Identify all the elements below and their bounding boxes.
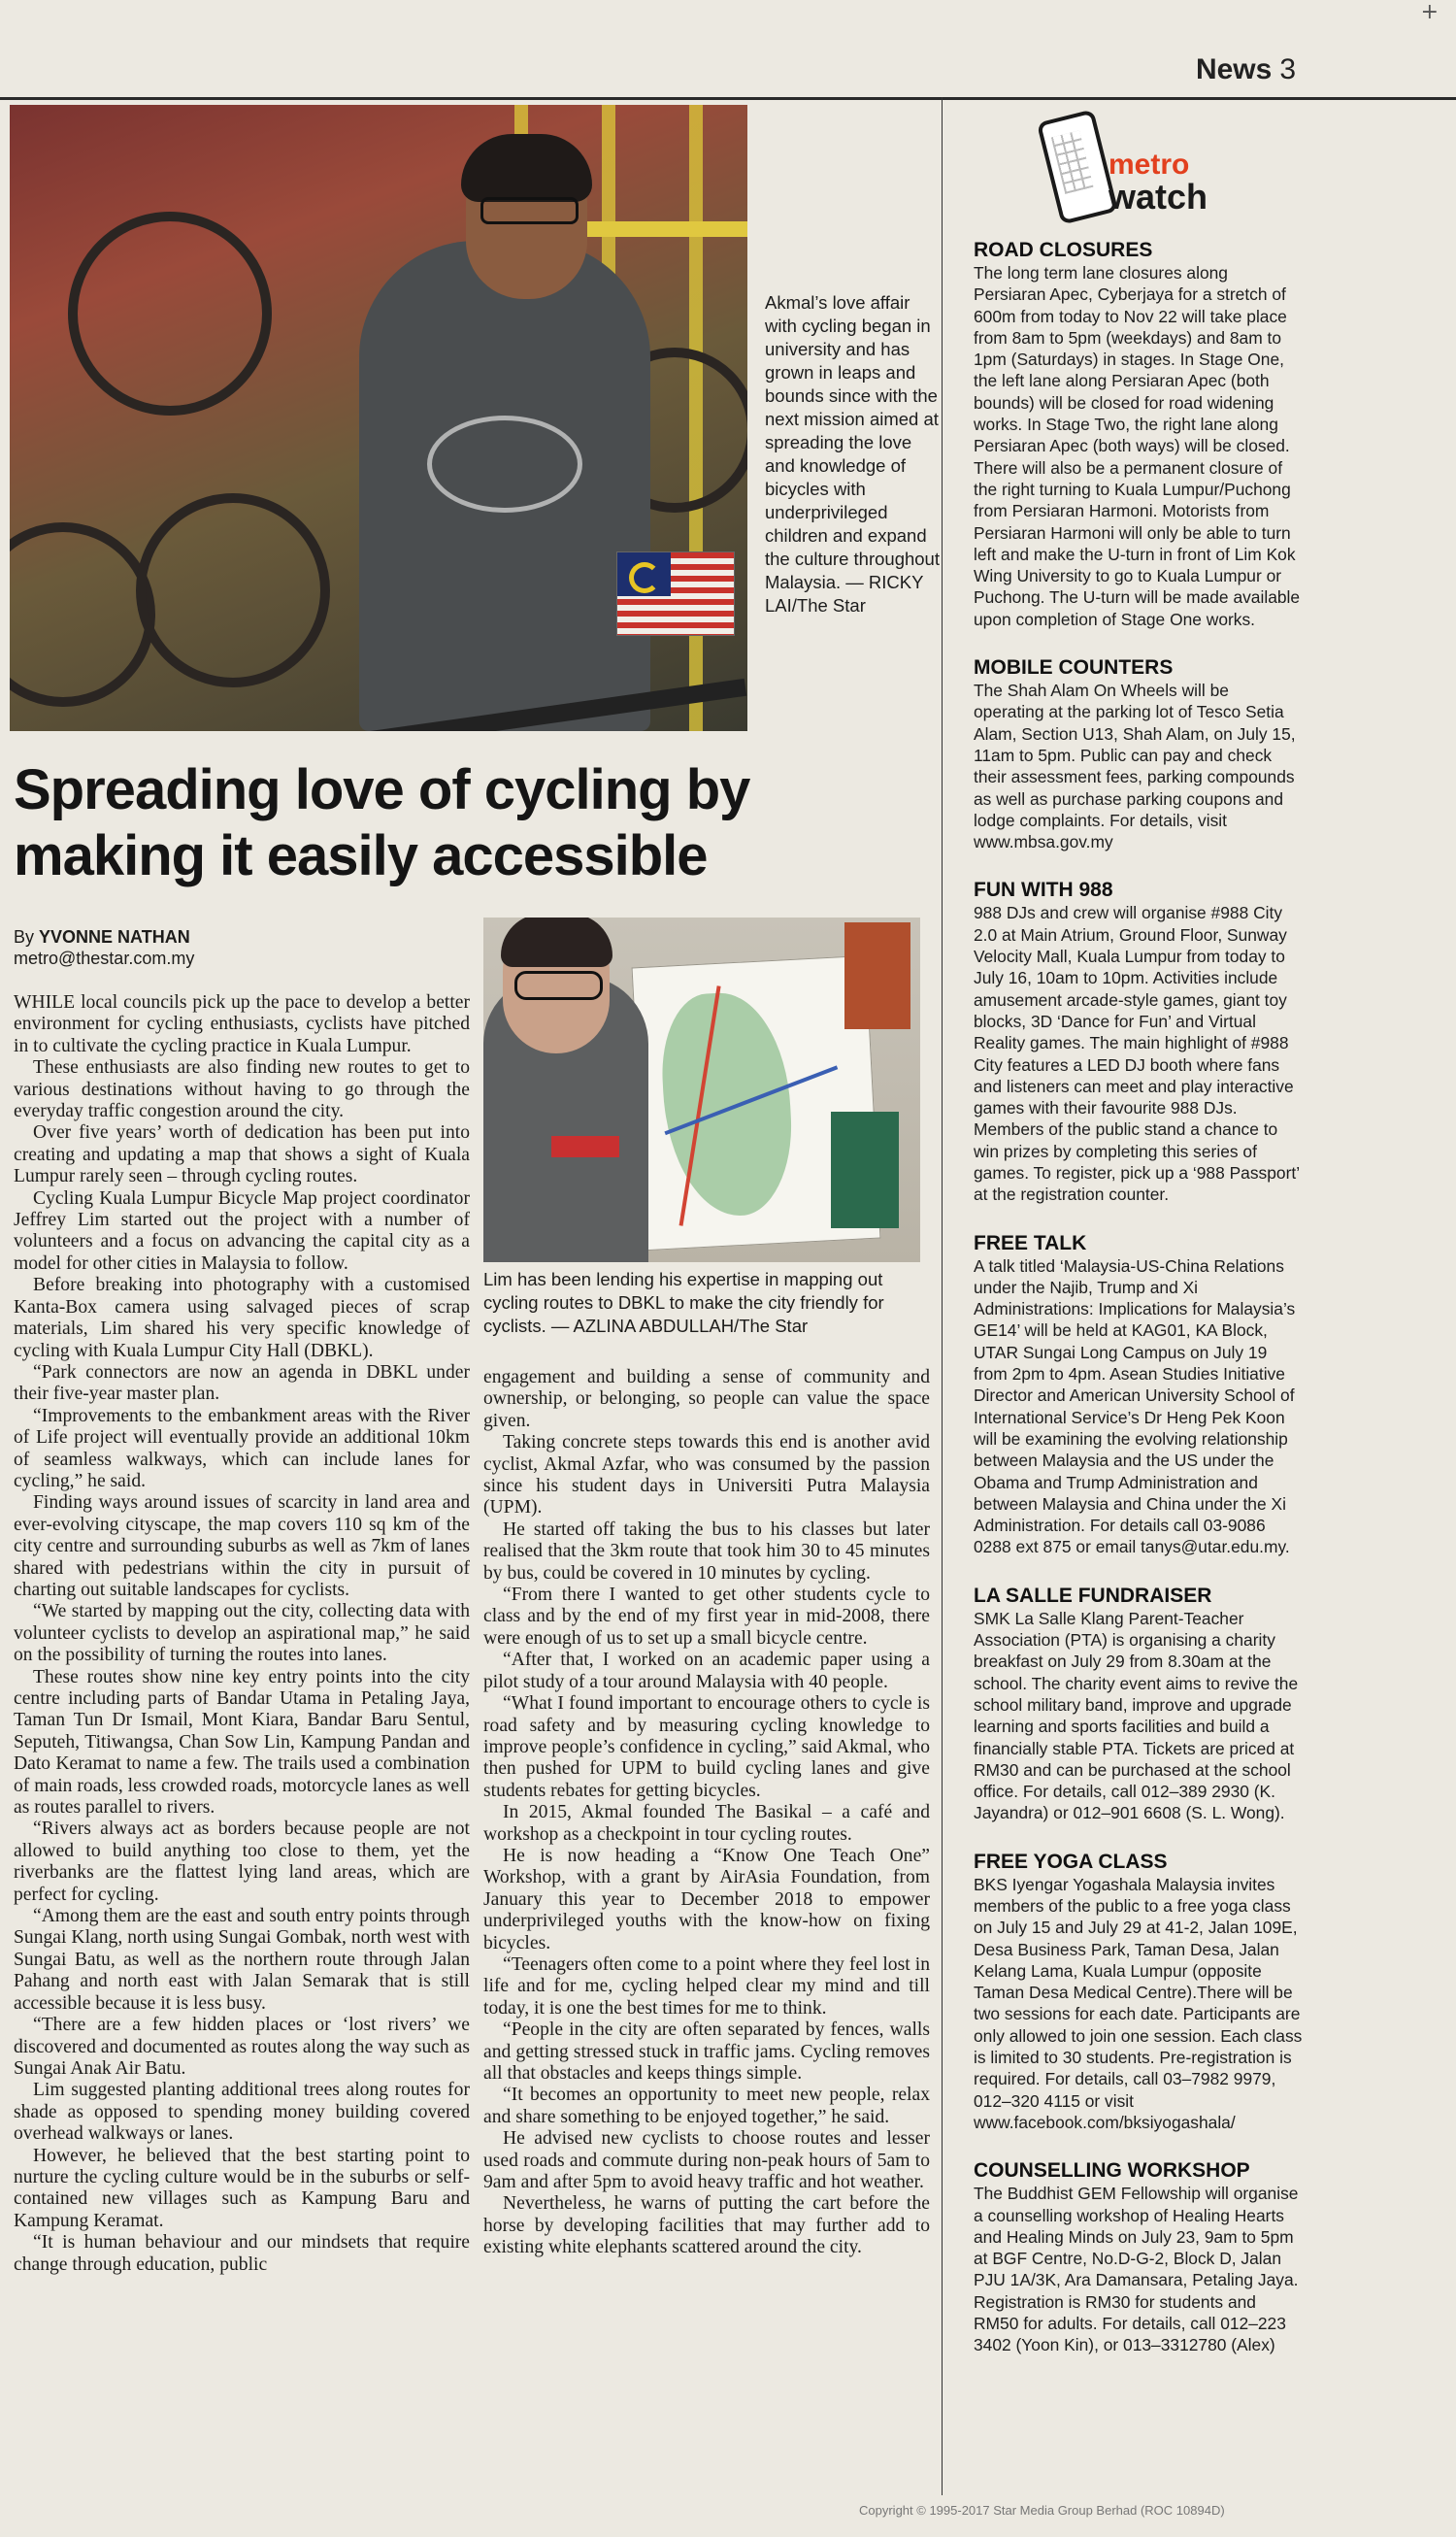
phone-icon [1037, 109, 1118, 224]
map-booklet [844, 922, 910, 1029]
glasses [480, 197, 579, 224]
byline [14, 926, 194, 969]
notice-title: FREE YOGA CLASS [974, 1850, 1168, 1873]
article-paragraph: Finding ways around issues of scarcity in land area and ever-evolving cityscape, the map covers 110 sq km of the city centre and surrounding suburbs as well as 7km of lanes shared with pedestrians within the city in pursuit of charting out suitable landscapes for cyclists. [14, 1492, 470, 1600]
article-paragraph: “After that, I worked on an academic paper using a pilot study of a tour around Malaysia with 40 people. [483, 1650, 930, 1692]
notice-body: The Shah Alam On Wheels will be operating at the parking lot of Tesco Setia Alam, Section U13, Shah Alam, on July 15, 11am to 5pm. Public can pay and check their assessment fees, parking compounds as well as purchase parking coupons and lodge complaints. For details, visit www.mbsa.gov.my [974, 681, 1296, 852]
article-paragraph: Lim suggested planting additional trees along routes for shade as opposed to spending money building covered overhead walkways or lanes. [14, 2080, 470, 2145]
shirt-logo [551, 1136, 619, 1157]
article-paragraph: Nevertheless, he warns of putting the cart before the horse by developing facilities that may further add to existing white elephants scattered around the city. [483, 2193, 930, 2258]
article-paragraph: “What I found important to encourage others to cycle is road safety and by measuring cycling knowledge to improve people’s confidence in cycling,” said Akmal, who then pushed for UPM to build cycling lanes and give students rebates for getting bicycles. [483, 1693, 930, 1801]
sidebar-notice [974, 238, 1304, 630]
sidebar-notice [974, 655, 1304, 852]
byline-prefix: By [14, 927, 40, 947]
article-paragraph: “Rivers always act as borders because people are not allowed to build anything too close to them, yet the riverbanks are the flattest lying land areas, which are perfect for cycling. [14, 1819, 470, 1905]
article-paragraph: “People in the city are often separated by fences, walls and getting stressed stuck in traffic jams. Cycling removes all that obstacles and keeps things simple. [483, 2020, 930, 2084]
crescent-icon [629, 562, 660, 593]
notice-body: BKS Iyengar Yogashala Malaysia invites members of the public to a free yoga class on July 15 and July 29 at 41-2, Jalan 109E, Desa Business Park, Taman Desa, Jalan Kelang Lama, Kuala Lumpur (opposite Taman Desa Medical Centre).There will be two sessions for each date. Participants are only allowed to join one session. Each class is limited to 30 students. Pre-registration is required. For details, call 03–7982 9979, 012–320 4115 or visit www.facebook.com/bksiyogashala/ [974, 1874, 1303, 2132]
article-paragraph: WHILE local councils pick up the pace to develop a better environment for cycling enthusiasts, cyclists have pitched in to cultivate the cycling practice in Kuala Lumpur. [14, 992, 470, 1056]
article-paragraph: “Park connectors are now an agenda in DBKL under their five-year master plan. [14, 1361, 470, 1405]
article-paragraph: He started off taking the bus to his classes but later realised that the 3km route that took him 30 to 45 minutes by bus, could be covered in 10 minutes by cycling. [483, 1519, 930, 1584]
notice-body: 988 DJs and crew will organise #988 City 2.0 at Main Atrium, Ground Floor, Sunway Velocity Mall, Kuala Lumpur from today to July 16, 10am to 10pm. Activities include amusement arcade-style games, giant toy blocks, 3D ‘Dance for Fun’ and Virtual Reality games. The main highlight of #988 City features a LED DJ booth where fans and listeners can meet and play interactive games with their favourite 988 DJs. Members of the public stand a chance to win prizes by completing this series of games. To register, pick up a ‘988 Passport’ at the registration counter. [974, 903, 1300, 1205]
article-paragraph: “Among them are the east and south entry points through Sungai Klang, north using Sungai Gombak, north west with Sungai Batu, as well as the northern route through Jalan Pahang and north east with Jalan Semarak that is still accessible because it is less busy. [14, 1906, 470, 2014]
article-paragraph: Over five years’ worth of dedication has been put into creating and updating a map that shows a sight of Kuala Lumpur rarely seen – through cycling routes. [14, 1122, 470, 1187]
logo-metro-text: metro [1109, 149, 1190, 181]
logo-watch-text: watch [1109, 177, 1208, 217]
article-paragraph: Before breaking into photography with a customised Kanta-Box camera using salvaged pieces of scrap materials, Lim shared his very specific knowledge of cycling with Kuala Lumpur City Hall (DBKL). [14, 1275, 470, 1361]
phone-screen [1051, 130, 1094, 193]
sidebar-notice [974, 2158, 1304, 2355]
article-paragraph: “There are a few hidden places or ‘lost rivers’ we discovered and documented as routes along the way such as Sungai Anak Air Batu. [14, 2015, 470, 2079]
notice-title: ROAD CLOSURES [974, 239, 1153, 261]
article-paragraph: These routes show nine key entry points into the city centre including parts of Bandar Utama in Petaling Jaya, Taman Tun Dr Ismail, Mont Kiara, Bandar Baru Sentul, Seputeh, Titiwangsa, Chan Sow Lin, Kampung Pandan and Dato Keramat to name a few. The trails used a combination of main roads, less crowded roads, motorcycle lanes as well as routes parallel to rivers. [14, 1666, 470, 1819]
lim-photo [483, 918, 920, 1262]
notice-body: The Buddhist GEM Fellowship will organise a counselling workshop of Healing Hearts and Healing Minds on July 23, 9am to 5pm at BGF Centre, No.D-G-2, Block D, Jalan PJU 1A/3K, Ara Damansara, Petaling Jaya. Registration is RM30 for students and RM50 for adults. For details, call 012–223 3402 (Yoon Kin), or 013–3312780 (Alex) [974, 2184, 1299, 2355]
bicycle-wheel [10, 522, 155, 707]
top-rule [0, 97, 1456, 100]
akmal-hair [461, 134, 592, 202]
article-paragraph: However, he believed that the best starting point to nurture the cycling culture would be in the suburbs or self-contained new villages such as Kampung Baru and Kampung Keramat. [14, 2145, 470, 2231]
article-paragraph: “It is human behaviour and our mindsets that require change through education, public [14, 2232, 470, 2275]
sidebar-notice [974, 878, 1304, 1205]
registration-mark: + [1420, 0, 1439, 24]
notice-body: SMK La Salle Klang Parent-Teacher Association (PTA) is organising a charity breakfast on July 29 from 8.30am at the school. The charity event aims to revive the school military band, improve and upgrade learning and sports facilities and build a financially stable PTA. Tickets are priced at RM30 and can be purchased at the school office. For details, call 012–389 2930 (K. Jayandra) or 012–901 6608 (S. L. Wong). [974, 1608, 1299, 1823]
article-paragraph: In 2015, Akmal founded The Basikal – a café and workshop as a checkpoint in tour cycling routes. [483, 1802, 930, 1845]
headline: Spreading love of cycling by making it easily accessible [14, 758, 750, 887]
map-booklet [831, 1112, 899, 1228]
article-paragraph: He is now heading a “Know One Teach One” Workshop, with a grant by AirAsia Foundation, from January this year to December 2018 to empower underprivileged youths with the know-how on fixing bicycles. [483, 1845, 930, 1953]
notice-body: A talk titled ‘Malaysia-US-China Relations under the Najib, Trump and Xi Administrations: Implications for Malaysia’s GE14’ will be held at KAG01, KA Block, UTAR Sungai Long Campus on July 19 from 2pm to 4pm. Asean Studies Initiative Director and American University School of International Service’s Dr Heng Pek Koon will be examining the evolving relationship between Malaysia and the US under the Obama and Trump Administration and between Malaysia and China under the Xi Administration. For details call 03-9086 0288 ext 875 or email tanys@utar.edu.my. [974, 1255, 1296, 1557]
section-name: News [1195, 53, 1273, 85]
shirt-logo [427, 416, 582, 513]
sidebar-notice [974, 1850, 1304, 2134]
bicycle-wheel [68, 212, 272, 416]
section-header [1196, 53, 1296, 86]
notice-title: FUN WITH 988 [974, 879, 1113, 902]
article-paragraph: Cycling Kuala Lumpur Bicycle Map project coordinator Jeffrey Lim started out the project with a number of volunteers and a focus on advancing the capital city as a model for other cities in Malaysia to follow. [14, 1187, 470, 1274]
article-paragraph: Taking concrete steps towards this end is another avid cyclist, Akmal Azfar, who was consumed by the passion since his student days in Universiti Putra Malaysia (UPM). [483, 1432, 930, 1519]
photo1-caption: Akmal’s love affair with cycling began in university and has grown in leaps and bounds since with the next mission aimed at spreading the love and knowledge of bicycles with underprivileged children and expand the culture throughout Malaysia. — RICKY LAI/The Star [765, 292, 940, 616]
article-paragraph: These enthusiasts are also finding new routes to get to various destinations without having to go through the everyday traffic congestion around the city. [14, 1057, 470, 1122]
notice-title: MOBILE COUNTERS [974, 656, 1174, 680]
article-paragraph: “Improvements to the embankment areas with the River of Life project will eventually provide an additional 10km of seamless walkways, which can include lanes for cycling,” he said. [14, 1405, 470, 1491]
notice-title: LA SALLE FUNDRAISER [974, 1584, 1212, 1607]
flag-canton [617, 552, 671, 596]
article-paragraph: “Teenagers often come to a point where they feel lost in life and for me, cycling helped clear my mind and till today, it is one the best times for me to think. [483, 1953, 930, 2019]
photo2-caption: Lim has been lending his expertise in mapping out cycling routes to DBKL to make the city friendly for cyclists. — AZLINA ABDULLAH/The Star [483, 1269, 884, 1336]
map-green-area [658, 989, 796, 1218]
column-divider [942, 97, 943, 2495]
lim-hair [501, 918, 612, 967]
copyright-footer: Copyright © 1995-2017 Star Media Group Berhad (ROC 10894D) [859, 2503, 1225, 2518]
article-paragraph: “From there I wanted to get other students cycle to class and by the end of my first year in mid-2008, there were enough of us to set up a small bicycle centre. [483, 1585, 930, 1649]
notice-title: COUNSELLING WORKSHOP [974, 2159, 1250, 2183]
author-name: YVONNE NATHAN [39, 927, 190, 947]
article-paragraph: engagement and building a sense of community and ownership, or belonging, so people can value the space given. [483, 1367, 930, 1431]
metro-watch-logo [1048, 115, 1242, 231]
page-number: 3 [1279, 53, 1296, 85]
article-column-2 [483, 1367, 930, 2259]
notice-body: The long term lane closures along Persiaran Apec, Cyberjaya for a stretch of 600m from today to Nov 22 will take place from 8am to 5pm (weekdays) and 8am to 1pm (Saturdays) in stages. In Stage One, the left lane along Persiaran Apec (both bounds) will be closed for road widening works. In Stage Two, the right lane along Persiaran Apec (both ways) will be closed. There will also be a permanent closure of the right turning to Kuala Lumpur/Puchong from Persiaran Harmoni. Motorists from Persiaran Harmoni will only be able to turn left and make the U-turn in front of Lim Kok Wing University to go to Kuala Lumpur or Puchong. The U-turn will be made available upon completion of Stage One works. [974, 263, 1301, 629]
glasses [514, 971, 603, 1000]
sidebar-notice [974, 1584, 1304, 1824]
bicycle-wheel [136, 493, 330, 687]
article-paragraph: “We started by mapping out the city, collecting data with volunteer cyclists to develop an aspirational map,” he said on the possibility of turning the routes into lanes. [14, 1601, 470, 1666]
metro-watch-sidebar [974, 238, 1304, 2382]
notice-title: FREE TALK [974, 1231, 1087, 1254]
malaysia-flag [616, 551, 735, 636]
article-paragraph: He advised new cyclists to choose routes and lesser used roads and commute during non-peak hours of 5am to 9am and after 5pm to avoid heavy traffic and hot weather. [483, 2128, 930, 2193]
sidebar-notice [974, 1231, 1304, 1558]
article-column-1 [14, 992, 470, 2276]
author-email: metro@thestar.com.my [14, 949, 195, 968]
article-paragraph: “It becomes an opportunity to meet new people, relax and share something to be enjoyed together,” he said. [483, 2085, 930, 2127]
akmal-photo [10, 105, 747, 731]
